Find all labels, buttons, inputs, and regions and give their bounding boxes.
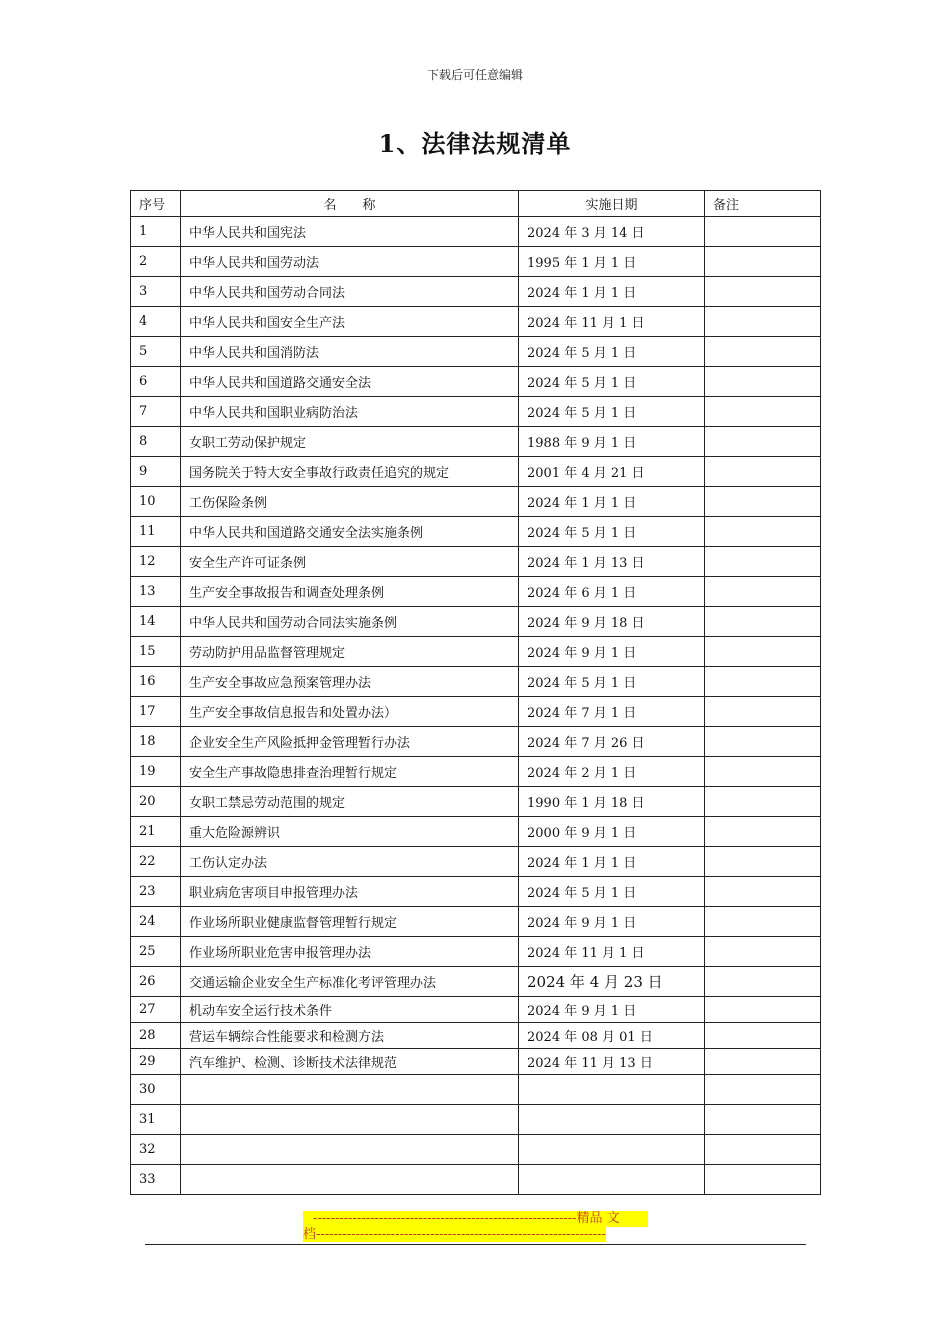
row-note [705, 637, 821, 667]
row-date: 1990 年 1 月 18 日 [519, 787, 705, 817]
row-index: 19 [131, 757, 181, 787]
row-index: 29 [131, 1049, 181, 1075]
row-name: 职业病危害项目申报管理办法 [181, 877, 519, 907]
table-row [131, 397, 821, 427]
row-index: 30 [131, 1075, 181, 1105]
row-name [181, 1165, 519, 1195]
table-row [131, 1075, 821, 1105]
table-row [131, 637, 821, 667]
row-date: 2024 年 5 月 1 日 [519, 877, 705, 907]
footer-line-1: ------------------------------------------------------------精品 文 [313, 1211, 620, 1226]
row-index: 16 [131, 667, 181, 697]
row-index: 32 [131, 1135, 181, 1165]
row-date: 2024 年 9 月 1 日 [519, 997, 705, 1023]
row-name: 交通运输企业安全生产标准化考评管理办法 [181, 967, 519, 997]
row-index: 18 [131, 727, 181, 757]
row-date: 2024 年 9 月 1 日 [519, 637, 705, 667]
row-date: 1995 年 1 月 1 日 [519, 247, 705, 277]
row-date: 2024 年 9 月 18 日 [519, 607, 705, 637]
row-note [705, 997, 821, 1023]
row-date: 2024 年 1 月 1 日 [519, 277, 705, 307]
row-note [705, 757, 821, 787]
row-note [705, 397, 821, 427]
row-name: 汽车维护、检测、诊断技术法律规范 [181, 1049, 519, 1075]
row-date: 2024 年 5 月 1 日 [519, 667, 705, 697]
table-row [131, 277, 821, 307]
row-date: 2024 年 5 月 1 日 [519, 397, 705, 427]
row-note [705, 907, 821, 937]
row-note [705, 877, 821, 907]
table-row [131, 307, 821, 337]
row-index: 33 [131, 1165, 181, 1195]
table-body [131, 217, 821, 1195]
row-date: 2024 年 5 月 1 日 [519, 367, 705, 397]
row-name: 重大危险源辨识 [181, 817, 519, 847]
table-row [131, 517, 821, 547]
row-index: 27 [131, 997, 181, 1023]
row-date: 2001 年 4 月 21 日 [519, 457, 705, 487]
row-date: 2024 年 6 月 1 日 [519, 577, 705, 607]
row-note [705, 697, 821, 727]
row-name: 女职工劳动保护规定 [181, 427, 519, 457]
row-date: 2024 年 08 月 01 日 [519, 1023, 705, 1049]
row-note [705, 1023, 821, 1049]
row-name: 中华人民共和国道路交通安全法实施条例 [181, 517, 519, 547]
row-note [705, 247, 821, 277]
row-index: 14 [131, 607, 181, 637]
footer-watermark [303, 1211, 648, 1243]
row-index: 5 [131, 337, 181, 367]
table-row [131, 787, 821, 817]
table-row [131, 727, 821, 757]
row-note [705, 817, 821, 847]
row-name: 营运车辆综合性能要求和检测方法 [181, 1023, 519, 1049]
row-index: 10 [131, 487, 181, 517]
row-date: 2024 年 11 月 13 日 [519, 1049, 705, 1075]
row-name: 中华人民共和国劳动合同法实施条例 [181, 607, 519, 637]
row-name: 生产安全事故报告和调查处理条例 [181, 577, 519, 607]
row-index: 31 [131, 1105, 181, 1135]
row-date: 2024 年 3 月 14 日 [519, 217, 705, 247]
row-index: 11 [131, 517, 181, 547]
row-name: 安全生产事故隐患排查治理暂行规定 [181, 757, 519, 787]
row-index: 9 [131, 457, 181, 487]
row-index: 2 [131, 247, 181, 277]
table-row [131, 217, 821, 247]
header-date: 实施日期 [519, 191, 705, 217]
row-name: 工伤认定办法 [181, 847, 519, 877]
row-name: 中华人民共和国劳动法 [181, 247, 519, 277]
row-note [705, 727, 821, 757]
row-note [705, 967, 821, 997]
row-note [705, 487, 821, 517]
row-index: 28 [131, 1023, 181, 1049]
row-index: 1 [131, 217, 181, 247]
row-note [705, 517, 821, 547]
table-row [131, 367, 821, 397]
footer-divider [145, 1244, 806, 1245]
table-row [131, 997, 821, 1023]
row-date: 2024 年 2 月 1 日 [519, 757, 705, 787]
row-index: 22 [131, 847, 181, 877]
row-name: 工伤保险条例 [181, 487, 519, 517]
row-name: 作业场所职业健康监督管理暂行规定 [181, 907, 519, 937]
row-name [181, 1105, 519, 1135]
row-name: 中华人民共和国职业病防治法 [181, 397, 519, 427]
row-note [705, 787, 821, 817]
row-note [705, 277, 821, 307]
row-note [705, 1075, 821, 1105]
row-date [519, 1075, 705, 1105]
table-row [131, 847, 821, 877]
row-index: 13 [131, 577, 181, 607]
table-row [131, 487, 821, 517]
row-note [705, 337, 821, 367]
row-name: 中华人民共和国道路交通安全法 [181, 367, 519, 397]
row-date: 2024 年 1 月 13 日 [519, 547, 705, 577]
table-row [131, 1165, 821, 1195]
table-row [131, 1105, 821, 1135]
row-index: 12 [131, 547, 181, 577]
row-note [705, 427, 821, 457]
document-title: 1、法律法规清单 [378, 129, 572, 158]
row-date: 2024 年 1 月 1 日 [519, 487, 705, 517]
row-index: 20 [131, 787, 181, 817]
row-note [705, 937, 821, 967]
row-date: 2024 年 11 月 1 日 [519, 937, 705, 967]
table-row [131, 427, 821, 457]
row-note [705, 607, 821, 637]
header-index: 序号 [131, 191, 181, 217]
row-note [705, 1165, 821, 1195]
row-note [705, 577, 821, 607]
table-header-row [131, 191, 821, 217]
row-date: 2024 年 4 月 23 日 [519, 967, 705, 997]
row-name: 中华人民共和国消防法 [181, 337, 519, 367]
row-note [705, 1049, 821, 1075]
row-name: 作业场所职业危害申报管理办法 [181, 937, 519, 967]
row-date: 2024 年 5 月 1 日 [519, 337, 705, 367]
row-index: 24 [131, 907, 181, 937]
header-name: 名 称 [181, 191, 519, 217]
row-name [181, 1135, 519, 1165]
table-row [131, 877, 821, 907]
row-index: 7 [131, 397, 181, 427]
row-note [705, 1105, 821, 1135]
row-name: 女职工禁忌劳动范围的规定 [181, 787, 519, 817]
row-index: 15 [131, 637, 181, 667]
row-date: 2024 年 7 月 1 日 [519, 697, 705, 727]
row-index: 3 [131, 277, 181, 307]
table-row [131, 817, 821, 847]
row-date [519, 1165, 705, 1195]
row-date: 2024 年 7 月 26 日 [519, 727, 705, 757]
row-name: 中华人民共和国宪法 [181, 217, 519, 247]
table-row [131, 1023, 821, 1049]
row-date: 2024 年 9 月 1 日 [519, 907, 705, 937]
row-note [705, 547, 821, 577]
table-row [131, 247, 821, 277]
row-index: 25 [131, 937, 181, 967]
row-name: 国务院关于特大安全事故行政责任追究的规定 [181, 457, 519, 487]
row-index: 26 [131, 967, 181, 997]
row-date: 2024 年 5 月 1 日 [519, 517, 705, 547]
row-name: 中华人民共和国安全生产法 [181, 307, 519, 337]
table-row [131, 967, 821, 997]
header-note: 备注 [705, 191, 821, 217]
row-date [519, 1135, 705, 1165]
row-note [705, 847, 821, 877]
row-date: 2000 年 9 月 1 日 [519, 817, 705, 847]
table-row [131, 1135, 821, 1165]
table-row [131, 697, 821, 727]
row-date: 2024 年 1 月 1 日 [519, 847, 705, 877]
footer-line-2: 档------------------------------------------------------------------ [303, 1227, 606, 1242]
row-index: 23 [131, 877, 181, 907]
row-name: 中华人民共和国劳动合同法 [181, 277, 519, 307]
row-note [705, 457, 821, 487]
row-index: 8 [131, 427, 181, 457]
row-note [705, 1135, 821, 1165]
table-row [131, 547, 821, 577]
row-date: 2024 年 11 月 1 日 [519, 307, 705, 337]
row-name: 生产安全事故应急预案管理办法 [181, 667, 519, 697]
row-date: 1988 年 9 月 1 日 [519, 427, 705, 457]
row-name [181, 1075, 519, 1105]
header-note: 下载后可任意编辑 [426, 68, 523, 82]
table-row [131, 937, 821, 967]
table-row [131, 667, 821, 697]
table-row [131, 577, 821, 607]
row-index: 17 [131, 697, 181, 727]
table-row [131, 907, 821, 937]
law-list-table [130, 190, 821, 1195]
row-name: 劳动防护用品监督管理规定 [181, 637, 519, 667]
table-row [131, 337, 821, 367]
table-row [131, 607, 821, 637]
row-note [705, 367, 821, 397]
row-name: 企业安全生产风险抵押金管理暂行办法 [181, 727, 519, 757]
row-note [705, 217, 821, 247]
table-row [131, 457, 821, 487]
row-note [705, 307, 821, 337]
row-note [705, 667, 821, 697]
table-row [131, 1049, 821, 1075]
row-date [519, 1105, 705, 1135]
table-row [131, 757, 821, 787]
row-index: 6 [131, 367, 181, 397]
row-index: 4 [131, 307, 181, 337]
row-index: 21 [131, 817, 181, 847]
row-name: 安全生产许可证条例 [181, 547, 519, 577]
row-name: 生产安全事故信息报告和处置办法） [181, 697, 519, 727]
row-name: 机动车安全运行技术条件 [181, 997, 519, 1023]
